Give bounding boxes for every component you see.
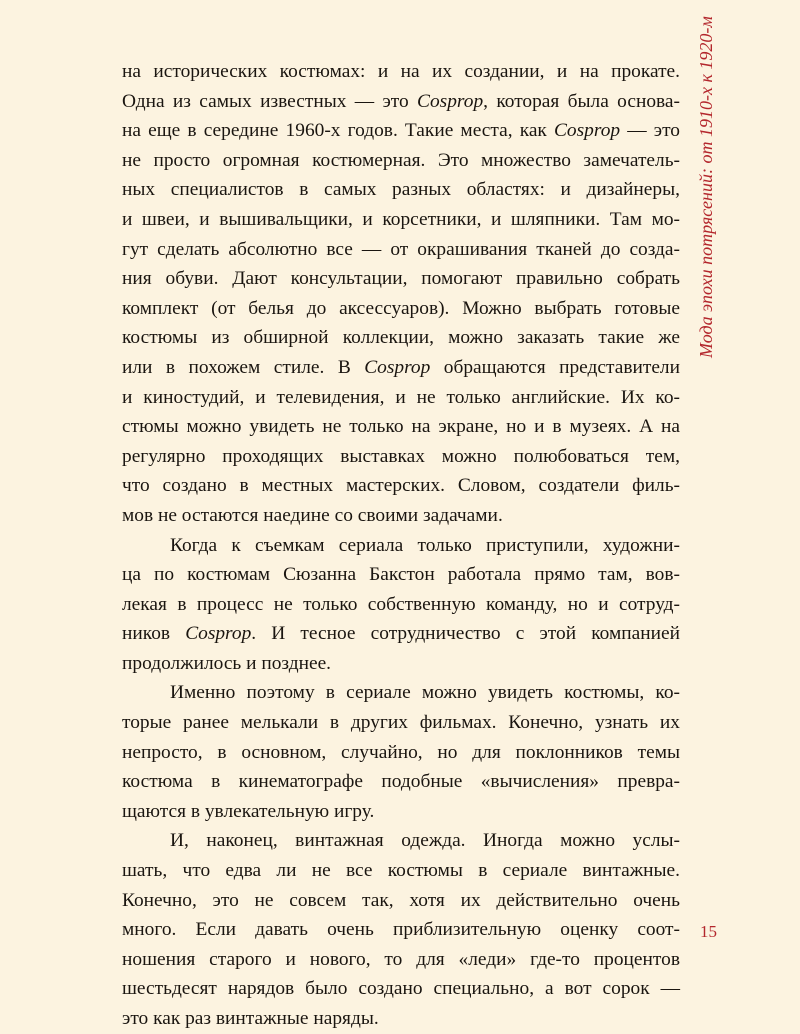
company-name: Cosprop <box>185 623 252 645</box>
page-number: 15 <box>700 922 717 941</box>
company-name: Cosprop <box>364 356 431 378</box>
text-line: шать, что едва ли не все костюмы в сериале винтажные. <box>122 860 680 882</box>
text-line: регулярно проходящих выставках можно полюбоваться тем, <box>122 445 680 467</box>
text-line: что создано в местных мастерских. Словом, создатели филь- <box>122 475 680 497</box>
text-line: не просто огромная костюмерная. Это множество замечатель- <box>122 149 680 171</box>
paragraph-4 <box>122 826 680 1033</box>
text-line: И, наконец, винтажная одежда. Иногда можно услы- <box>170 830 680 852</box>
paragraph-2 <box>122 531 680 679</box>
text-line: Когда к съемкам сериала только приступили, художни- <box>170 534 680 556</box>
company-name: Cosprop <box>417 90 484 112</box>
text-line: ношения старого и нового, то для «леди» где-то процентов <box>122 948 680 970</box>
text-line: щаются в увлекательную игру. <box>122 800 375 822</box>
text-line: торые ранее мелькали в других фильмах. Конечно, узнать их <box>122 712 680 734</box>
body-text <box>122 57 680 1034</box>
text-line: и киностудий, и телевидения, и не только английские. Их ко- <box>122 386 680 408</box>
text-line: ния обуви. Дают консультации, помогают правильно собрать <box>122 268 680 290</box>
text-line: шестьдесят нарядов было создано специально, а вот сорок — <box>122 978 680 1000</box>
running-head-text: Мода эпохи потрясений: от 1910-х к 1920-м <box>696 16 716 358</box>
paragraph-1 <box>122 57 680 531</box>
text-line: на исторических костюмах: и на их создании, и на прокате. <box>122 61 680 82</box>
paragraph-3 <box>122 678 680 826</box>
text-line: мов не остаются наедине со своими задачами. <box>122 504 503 526</box>
text-line: комплект (от белья до аксессуаров). Можно выбрать готовые <box>122 297 680 319</box>
text-line: лекая в процесс не только собственную команду, но и сотруд- <box>122 593 680 615</box>
text-line: костюма в кинематографе подобные «вычисления» превра- <box>122 771 680 793</box>
text-line: стюмы можно увидеть не только на экране, но и в музеях. А на <box>122 416 680 438</box>
running-head <box>692 16 722 358</box>
text-line: это как раз винтажные наряды. <box>122 1008 379 1029</box>
text-line: ца по костюмам Сюзанна Бакстон работала прямо там, вов- <box>122 564 680 586</box>
text-line: непросто, в основном, случайно, но для поклонников темы <box>122 741 680 763</box>
company-name: Cosprop <box>554 120 621 142</box>
text-line: много. Если давать очень приблизительную оценку соот- <box>122 919 680 941</box>
text-line: ников Cosprop. И тесное сотрудничество с этой компанией <box>122 623 680 645</box>
text-line: Именно поэтому в сериале можно увидеть костюмы, ко- <box>170 682 680 704</box>
text-line: или в похожем стиле. В Cosprop обращаются представители <box>122 356 680 378</box>
text-line: Одна из самых известных — это Cosprop, которая была основа- <box>122 90 680 112</box>
text-line: Конечно, это не совсем так, хотя их действительно очень <box>122 889 680 911</box>
text-line: гут сделать абсолютно все — от окрашивания тканей до созда- <box>122 238 680 260</box>
text-line: костюмы из обширной коллекции, можно заказать такие же <box>122 327 680 349</box>
text-line: продолжилось и позднее. <box>122 652 332 674</box>
text-line: ных специалистов в самых разных областях: и дизайнеры, <box>122 179 680 201</box>
text-line: на еще в середине 1960-х годов. Такие места, как Cosprop — это <box>122 120 680 142</box>
text-line: и швеи, и вышивальщики, и корсетники, и шляпники. Там мо- <box>122 208 680 230</box>
